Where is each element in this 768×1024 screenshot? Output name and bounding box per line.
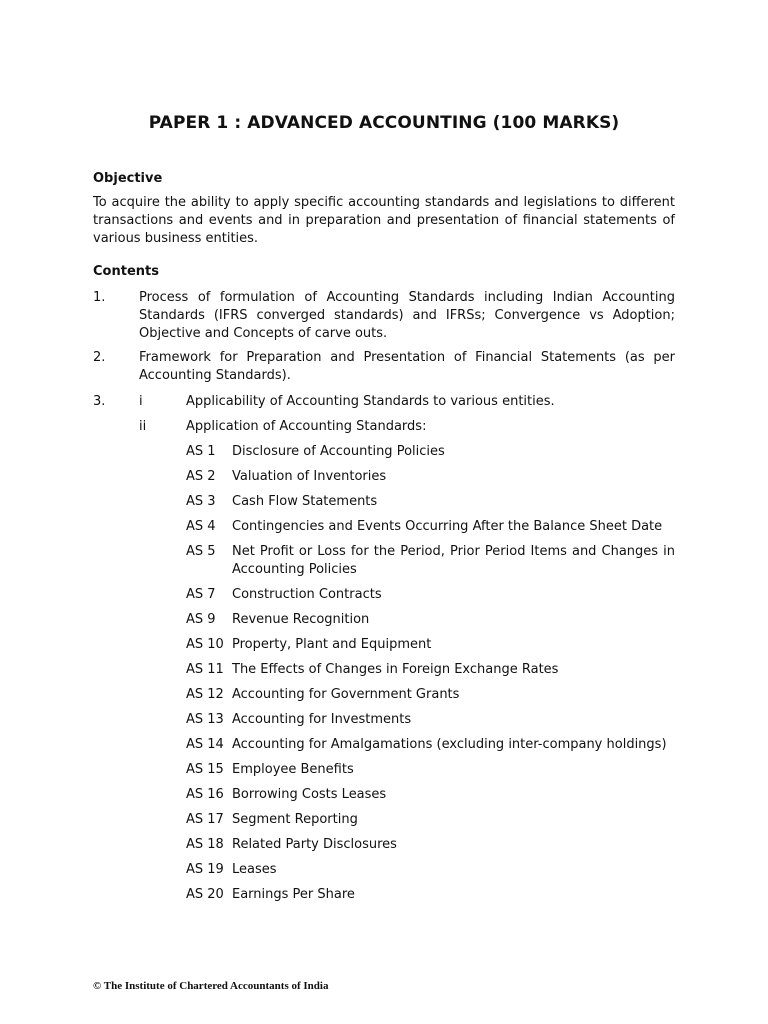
standard-item: [186, 861, 675, 879]
standard-item: [186, 518, 675, 536]
standard-title: Accounting for Investments: [232, 712, 412, 727]
standard-code: AS 18: [186, 837, 224, 852]
standard-title: Disclosure of Accounting Policies: [232, 444, 445, 459]
standard-item: [186, 786, 675, 804]
page-title: PAPER 1 : ADVANCED ACCOUNTING (100 MARKS): [148, 113, 620, 133]
standard-title: Contingencies and Events Occurring After the Balance Sheet Date: [232, 519, 663, 534]
accounting-standards-list: [186, 443, 675, 911]
standard-item: [186, 711, 675, 729]
copyright-footer: © The Institute of Chartered Accountants of India: [93, 980, 329, 992]
standard-code: AS 19: [186, 862, 224, 877]
standard-code: AS 20: [186, 887, 224, 902]
sub-item-roman: ii: [139, 419, 147, 434]
standard-code: AS 9: [186, 612, 216, 627]
standard-code: AS 3: [186, 494, 216, 509]
standard-code: AS 10: [186, 637, 224, 652]
standard-item: [186, 586, 675, 604]
standard-item: [186, 886, 675, 904]
standard-item: [186, 761, 675, 779]
standard-code: AS 11: [186, 662, 224, 677]
item-number: 3.: [93, 394, 106, 409]
item-number: 2.: [93, 350, 106, 365]
standard-title: Borrowing Costs Leases: [232, 787, 387, 802]
standard-code: AS 15: [186, 762, 224, 777]
standard-item: [186, 661, 675, 679]
standard-item: [186, 836, 675, 854]
standard-title: Construction Contracts: [232, 587, 382, 602]
standard-code: AS 1: [186, 444, 216, 459]
standard-item: [186, 686, 675, 704]
sub-item-text: Applicability of Accounting Standards to various entities.: [186, 394, 555, 409]
standard-title: Revenue Recognition: [232, 612, 370, 627]
standard-title: Cash Flow Statements: [232, 494, 378, 509]
standard-item: [186, 468, 675, 486]
standard-title: The Effects of Changes in Foreign Exchange Rates: [232, 662, 559, 677]
standard-title: Earnings Per Share: [232, 887, 355, 902]
standard-title: Net Profit or Loss for the Period, Prior Period Items and Changes in Accounting Policies: [232, 544, 675, 577]
sub-item-roman: i: [139, 394, 143, 409]
standard-title: Leases: [232, 862, 277, 877]
standard-item: [186, 811, 675, 829]
standard-title: Segment Reporting: [232, 812, 358, 827]
standard-code: AS 4: [186, 519, 216, 534]
item-number: 1.: [93, 290, 106, 305]
item-text: Framework for Preparation and Presentation of Financial Statements (as per Accounting Standards).: [139, 350, 675, 383]
standard-title: Valuation of Inventories: [232, 469, 387, 484]
standard-code: AS 5: [186, 544, 216, 559]
contents-heading: Contents: [93, 264, 159, 279]
standard-item: [186, 636, 675, 654]
sub-item-text: Application of Accounting Standards:: [186, 419, 427, 434]
standard-code: AS 17: [186, 812, 224, 827]
standard-code: AS 13: [186, 712, 224, 727]
standard-title: Accounting for Amalgamations (excluding inter-company holdings): [232, 737, 667, 752]
objective-heading: Objective: [93, 171, 163, 186]
standard-title: Related Party Disclosures: [232, 837, 397, 852]
standard-code: AS 12: [186, 687, 224, 702]
standard-code: AS 7: [186, 587, 216, 602]
standard-title: Employee Benefits: [232, 762, 354, 777]
standard-title: Property, Plant and Equipment: [232, 637, 432, 652]
standard-item: [186, 543, 675, 579]
standard-title: Accounting for Government Grants: [232, 687, 460, 702]
standard-code: AS 2: [186, 469, 216, 484]
standard-item: [186, 611, 675, 629]
standard-item: [186, 736, 675, 754]
standard-code: AS 16: [186, 787, 224, 802]
item-text: Process of formulation of Accounting Standards including Indian Accounting Standards (IFRS converged standards) and IFRSs; Convergence vs Adoption; Objective and Concepts of carve outs.: [139, 290, 675, 341]
standard-item: [186, 493, 675, 511]
standard-item: [186, 443, 675, 461]
standard-code: AS 14: [186, 737, 224, 752]
objective-text: To acquire the ability to apply specific accounting standards and legislations to different transactions and events and in preparation and presentation of financial statements of various business entities.: [93, 195, 675, 246]
